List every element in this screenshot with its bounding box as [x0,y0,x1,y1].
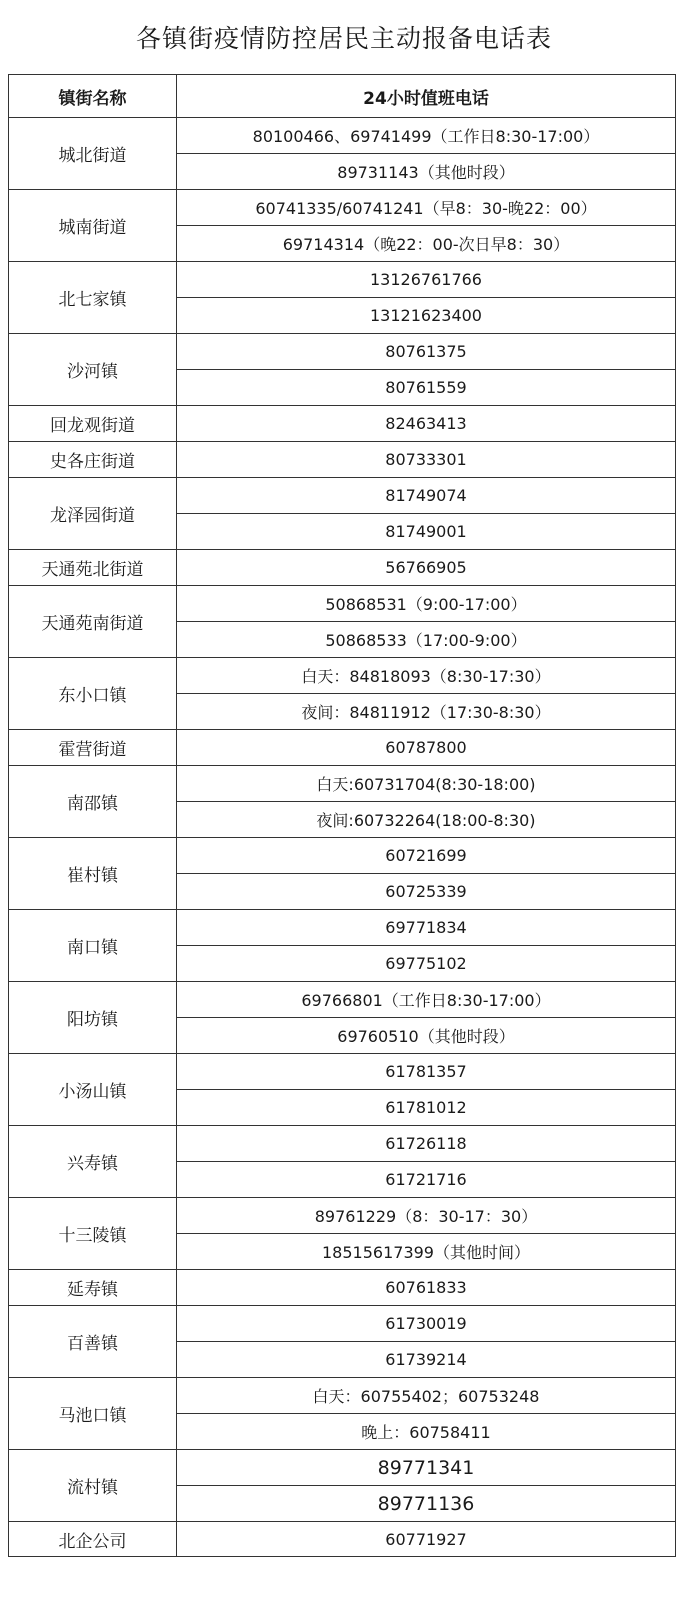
table-row [9,838,676,874]
town-name-cell: 阳坊镇 [9,982,177,1054]
duty-phone-cell: 69771834 [177,910,676,946]
duty-phone-cell: 61781357 [177,1054,676,1090]
duty-phone-cell: 60761833 [177,1270,676,1306]
duty-phone-cell: 80733301 [177,442,676,478]
duty-phone-cell: 89731143（其他时段） [177,154,676,190]
town-name-cell: 崔村镇 [9,838,177,910]
duty-phone-cell: 80761559 [177,370,676,406]
duty-phone-cell: 61730019 [177,1306,676,1342]
table-row [9,334,676,370]
duty-phone-table [8,74,676,1557]
duty-phone-cell: 56766905 [177,550,676,586]
town-name-cell: 天通苑北街道 [9,550,177,586]
duty-phone-cell: 61721716 [177,1162,676,1198]
duty-phone-cell: 白天:60731704(8:30-18:00) [177,766,676,802]
duty-phone-cell: 82463413 [177,406,676,442]
town-name-cell: 百善镇 [9,1306,177,1378]
duty-phone-cell: 60787800 [177,730,676,766]
table-row [9,1378,676,1414]
table-row [9,730,676,766]
town-name-cell: 流村镇 [9,1450,177,1522]
town-name-cell: 十三陵镇 [9,1198,177,1270]
town-name-cell: 霍营街道 [9,730,177,766]
table-row [9,478,676,514]
town-name-cell: 南口镇 [9,910,177,982]
header-town-name: 镇街名称 [9,75,177,118]
header-row [9,75,676,118]
table-row [9,190,676,226]
table-row [9,118,676,154]
table-row [9,550,676,586]
duty-phone-cell: 白天：60755402；60753248 [177,1378,676,1414]
table-row [9,982,676,1018]
duty-phone-cell: 61739214 [177,1342,676,1378]
duty-phone-cell: 白天：84818093（8:30-17:30） [177,658,676,694]
duty-phone-cell: 夜间:60732264(18:00-8:30) [177,802,676,838]
table-row [9,442,676,478]
table-row [9,1126,676,1162]
town-name-cell: 北七家镇 [9,262,177,334]
town-name-cell: 城北街道 [9,118,177,190]
duty-phone-cell: 80100466、69741499（工作日8:30-17:00） [177,118,676,154]
table-row [9,262,676,298]
table-row [9,766,676,802]
duty-phone-cell: 89771341 [177,1450,676,1486]
town-name-cell: 兴寿镇 [9,1126,177,1198]
page-title: 各镇街疫情防控居民主动报备电话表 [135,24,552,53]
town-name-cell: 龙泽园街道 [9,478,177,550]
table-row [9,1306,676,1342]
table-row [9,1450,676,1486]
duty-phone-cell: 69775102 [177,946,676,982]
duty-phone-cell: 50868531（9:00-17:00） [177,586,676,622]
duty-phone-cell: 89761229（8：30-17：30） [177,1198,676,1234]
duty-phone-cell: 13121623400 [177,298,676,334]
duty-phone-cell: 13126761766 [177,262,676,298]
duty-phone-cell: 80761375 [177,334,676,370]
table-row [9,1270,676,1306]
table-row [9,658,676,694]
header-duty-phone: 24小时值班电话 [177,75,676,118]
duty-phone-cell: 60741335/60741241（早8：30-晚22：00） [177,190,676,226]
town-name-cell: 东小口镇 [9,658,177,730]
table-row [9,1054,676,1090]
duty-phone-cell: 18515617399（其他时间） [177,1234,676,1270]
duty-phone-cell: 69766801（工作日8:30-17:00） [177,982,676,1018]
town-name-cell: 北企公司 [9,1522,177,1557]
duty-phone-cell: 69760510（其他时段） [177,1018,676,1054]
duty-phone-cell: 50868533（17:00-9:00） [177,622,676,658]
duty-phone-cell: 69714314（晚22：00-次日早8：30） [177,226,676,262]
town-name-cell: 南邵镇 [9,766,177,838]
table-row [9,910,676,946]
table-row [9,1522,676,1557]
town-name-cell: 沙河镇 [9,334,177,406]
table-row [9,406,676,442]
duty-phone-cell: 60725339 [177,874,676,910]
duty-phone-cell: 61781012 [177,1090,676,1126]
duty-phone-cell: 60721699 [177,838,676,874]
town-name-cell: 小汤山镇 [9,1054,177,1126]
duty-phone-cell: 81749001 [177,514,676,550]
town-name-cell: 天通苑南街道 [9,586,177,658]
town-name-cell: 史各庄街道 [9,442,177,478]
duty-phone-cell: 60771927 [177,1522,676,1557]
duty-phone-cell: 晚上：60758411 [177,1414,676,1450]
duty-phone-cell: 夜间：84811912（17:30-8:30） [177,694,676,730]
town-name-cell: 城南街道 [9,190,177,262]
table-row [9,1198,676,1234]
town-name-cell: 回龙观街道 [9,406,177,442]
duty-phone-cell: 61726118 [177,1126,676,1162]
town-name-cell: 延寿镇 [9,1270,177,1306]
town-name-cell: 马池口镇 [9,1378,177,1450]
table-row [9,586,676,622]
duty-phone-cell: 81749074 [177,478,676,514]
duty-phone-cell: 89771136 [177,1486,676,1522]
